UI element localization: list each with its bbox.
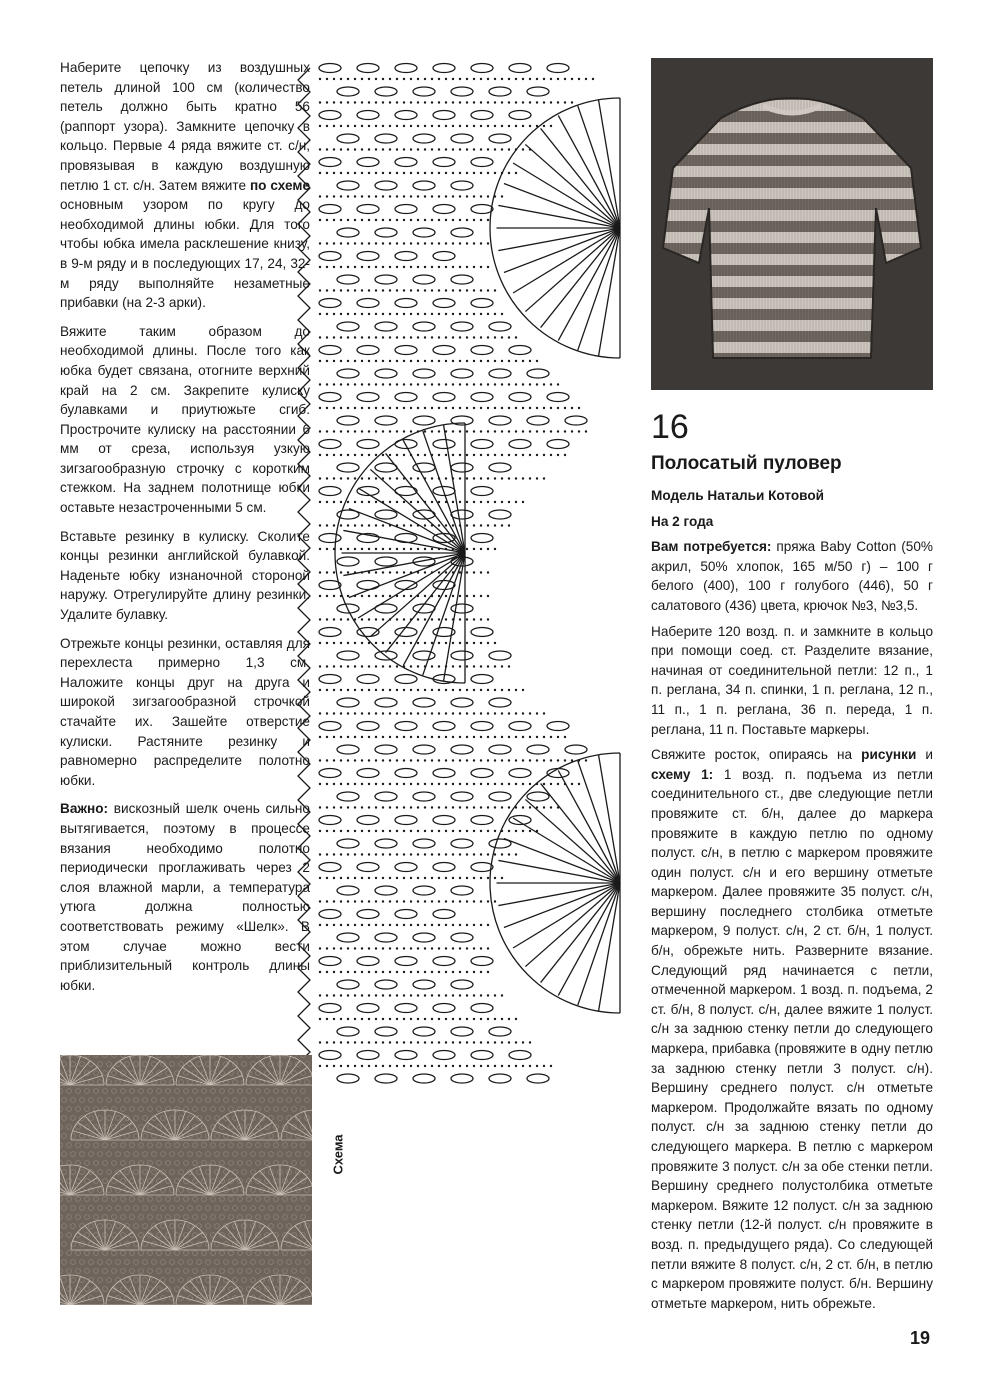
model-author: Модель Натальи Котовой <box>651 488 825 503</box>
yoke-paragraph: Свяжите росток, опираясь на рисунки и схему 1: 1 возд. п. подъема из петли соединительного ст., две следующие петли провяжите ст. б/н, далее до маркера провяжите в каждую петлю по одному полуст. с/н, в петлю с маркером провяжите один полуст. с/н и его вершину отметьте маркером. Далее провяжите 35 полуст. с/н, вершину последнего столбика отметьте маркером, 9 полуст. с/н, 2 ст. б/н, 1 полуст. б/н, обрежьте нить. Разверните вязание. Следующий ряд начинается с петли, отмеченной маркером. 1 возд. п. подъема, 2 ст. б/н, 8 полуст. с/н, далее вяжите 1 полуст. с/н за заднюю стенку петли до следующего маркера, прибавка (провяжите в одну петлю за заднюю стенку петли 3 полуст. с/н). Вершину среднего полуст. с/н отметьте маркером. Продолжайте вязать по одному полуст. с/н за заднюю стенку петли до следующего маркера. В петлю с маркером провяжите 3 полуст. с/н за обе стенки петли. Вершину среднего полустолбика отметьте маркером. Вяжите 12 полуст. с/н за заднюю стенку петли (12-й полуст. с/н провяжите в возд. п. предыдущего ряда). Со следующей петли вяжите 8 полуст. с/н, 2 ст. б/н, в петлю с маркером провяжите полуст. б/н. Вершину отметьте маркером, нить обрежьте. <box>651 747 933 1311</box>
cast-on-paragraph: Наберите 120 возд. п. и замкните в кольцо при помощи соед. ст. Разделите вязание, начиная от соединительной петли: 12 п., 1 п. реглана, 34 п. спинки, 1 п. реглана, 12 п., 11 п., 1 п. реглана, 36 п. переда, 1 п. реглана, 11 п. Поставьте маркеры. <box>651 623 933 737</box>
paragraph-important-note: Важно: вискозный шелк очень сильно вытягивается, поэтому в процессе вязания необходимо полотно периодически проглаживать через 2 слоя влажной марли, а температура утюга должна полностью соответствовать режиму «Шелк». В этом случае можно вести приблизительный контроль длины юбки. <box>60 801 310 993</box>
striped-pullover-image <box>651 58 933 390</box>
materials-paragraph: Вам потребуется: пряжа Baby Cotton (50% акрил, 50% хлопок, 165 м/50 г) – 100 г белого (400), 100 г голубого (446), 50 г салатового (436) цвета, крючок №3, №3,5. <box>651 539 933 613</box>
page-number: 19 <box>910 1328 931 1348</box>
crochet-scheme-drawing <box>290 48 635 1088</box>
bold-by-scheme: по схеме <box>249 177 311 193</box>
right-text-column <box>651 408 933 1319</box>
pattern-title: Полосатый пуловер <box>651 453 842 474</box>
paragraph-instructions-4: Отрежьте концы резинки, оставляя для перехлеста примерно 1,3 см. Наложите концы друг на друга и широкой зигзагообразной строчкой стачайте их. Зашейте отверстие кулиски. Растяните резинку и равномерно распределите полотно юбки. <box>60 635 310 788</box>
sweater-photo <box>651 58 933 390</box>
size-age: На 2 года <box>651 513 714 529</box>
scheme-label: Схема <box>330 1134 346 1175</box>
crochet-scheme <box>290 48 635 1088</box>
left-text-column <box>60 58 310 1004</box>
pattern-number: 16 <box>651 408 689 446</box>
paragraph-instructions-1: Наберите цепочку из воздушных петель длиной 100 см (количество петель должно быть кратно 56 (раппорт узора). Замкните цепочку в кольцо. Первые 4 ряда вяжите ст. с/н, провязывая в каждую воздушную петлю 1 ст. с/н. Затем вяжите по схеме основным узором по кругу до необходимой длины юбки. Для того чтобы юбка имела расклешение книзу, в 9-м ряду и в последующих 17, 24, 32-м ряду выполняйте незаметные прибавки (на 2-3 арки). <box>60 60 311 311</box>
lace-texture-image <box>60 1055 312 1305</box>
paragraph-instructions-3: Вставьте резинку в кулиску. Сколите концы резинки английской булавкой. Наденьте юбку изнаночной стороной наружу. Отрегулируйте длину резинки. Удалите булавку. <box>60 528 310 623</box>
important-label: Важно: <box>60 801 109 817</box>
fabric-photo <box>60 1055 312 1305</box>
paragraph-instructions-2: Вяжите таким образом до необходимой длины. После того как юбка будет связана, отогните верхний край на 2 см. Закрепите кулиску булавками и приутюжьте сгиб. Прострочите кулиску на расстоянии 6 мм от среза, используя узкую зигзагообразную строчку с коротким стежком. На заднем полотнище юбки оставьте незастроченными 5 см. <box>60 323 310 516</box>
materials-label: Вам потребуется: <box>651 539 772 555</box>
